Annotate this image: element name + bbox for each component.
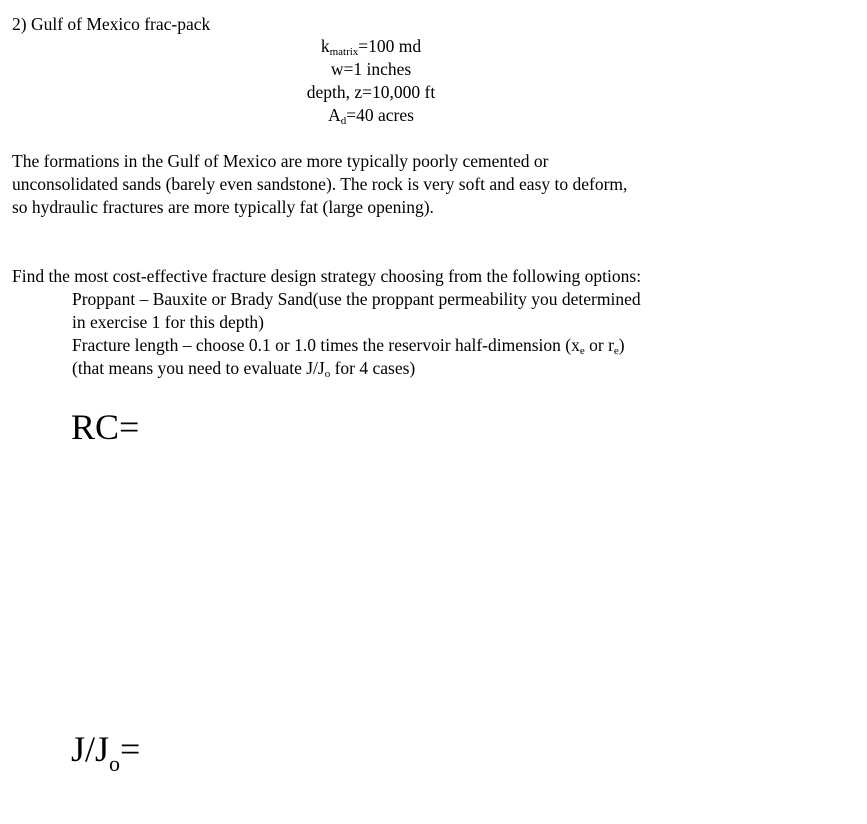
k-subscript: matrix <box>329 46 359 58</box>
evaluate-cases-line <box>72 357 415 380</box>
paragraph-formations-line2: unconsolidated sands (barely even sandstone). The rock is very soft and easy to deform, <box>12 174 628 194</box>
re-subscript: e <box>613 345 619 357</box>
fracture-length-text: Fracture length – choose 0.1 or 1.0 times the reservoir half-dimension (x <box>72 335 580 355</box>
a-subscript: d <box>340 115 347 127</box>
fracture-length-or: or r <box>584 335 614 355</box>
option-fracture-length <box>72 334 625 357</box>
jjo-subscript: o <box>109 751 121 776</box>
option-proppant-line2: in exercise 1 for this depth) <box>72 312 264 332</box>
k-symbol: k <box>320 36 330 56</box>
paragraph-formations-line1: The formations in the Gulf of Mexico are more typically poorly cemented or <box>12 151 549 171</box>
evaluate-cases-text: for 4 cases) <box>330 358 416 378</box>
jjo-text: J/J <box>71 729 110 769</box>
param-area <box>221 104 521 127</box>
k-value: =100 md <box>358 36 422 56</box>
option-proppant-line1: Proppant – Bauxite or Brady Sand(use the proppant permeability you determined <box>72 289 641 309</box>
answer-rc-label: RC= <box>71 407 140 447</box>
problem-heading: 2) Gulf of Mexico frac-pack <box>12 14 211 34</box>
parameters-block <box>221 35 521 127</box>
param-width: w=1 inches <box>330 59 412 79</box>
evaluate-text: (that means you need to evaluate J/J <box>72 358 325 378</box>
jo-subscript: o <box>324 368 331 380</box>
param-k-matrix <box>221 35 521 58</box>
answer-jjo-label <box>71 729 141 776</box>
xe-subscript: e <box>579 345 585 357</box>
paragraph-formations-line3: so hydraulic fractures are more typically fat (large opening). <box>12 197 434 217</box>
fracture-length-close: ) <box>618 335 625 355</box>
task-intro-line: Find the most cost-effective fracture design strategy choosing from the following options: <box>12 266 642 286</box>
jjo-equals: = <box>120 729 141 769</box>
a-value: =40 acres <box>346 105 414 125</box>
a-symbol: A <box>328 105 341 125</box>
param-depth: depth, z=10,000 ft <box>306 82 436 102</box>
